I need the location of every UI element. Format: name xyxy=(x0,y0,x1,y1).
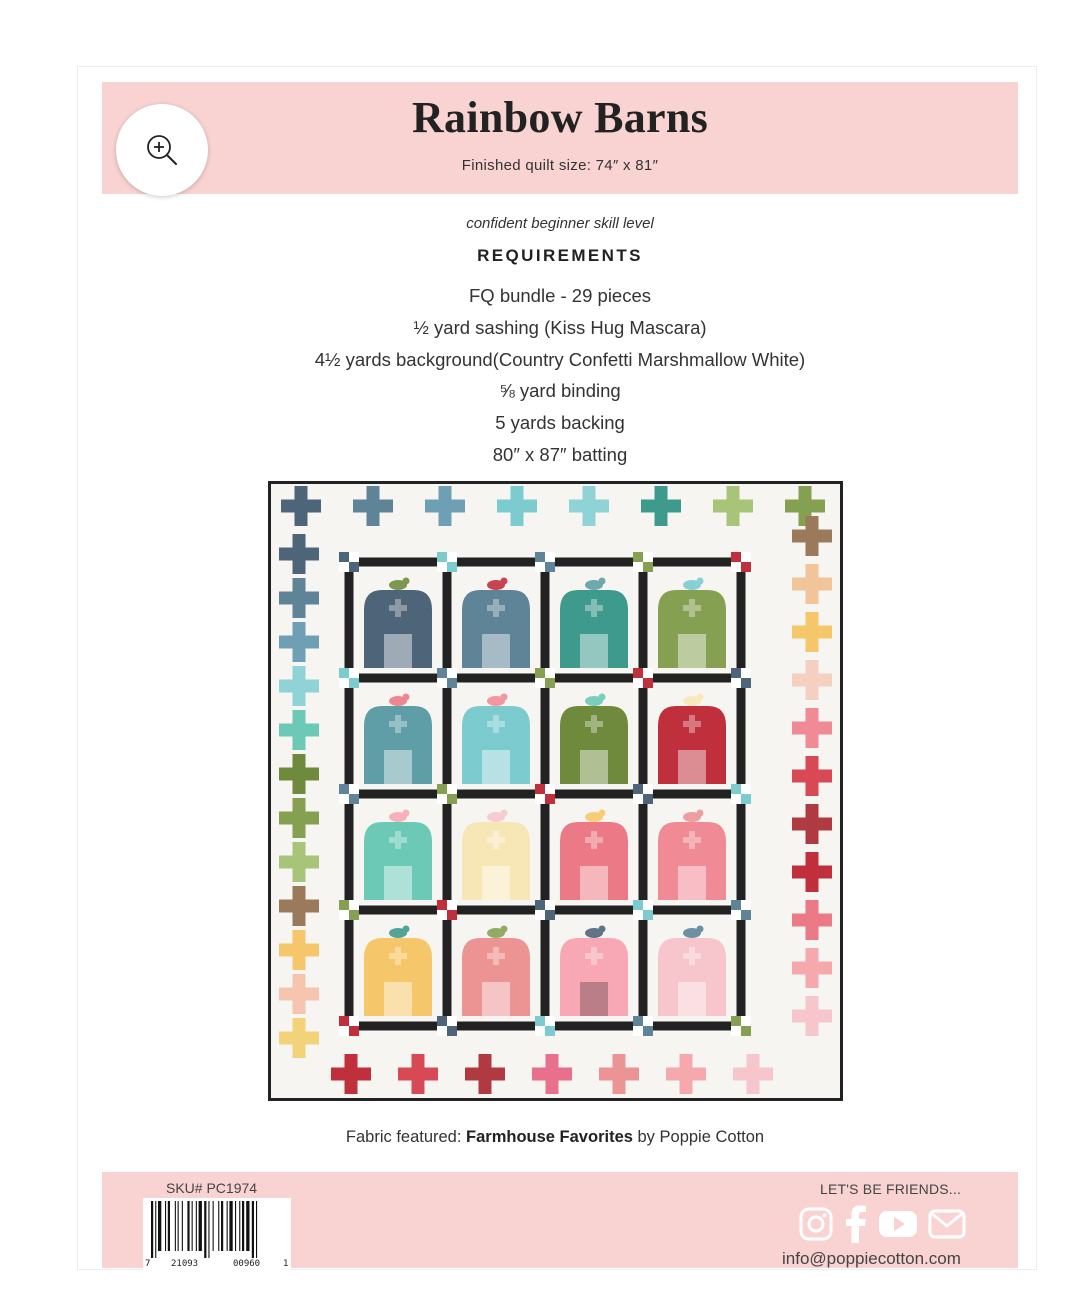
cornerstone xyxy=(545,562,555,572)
barn-cross xyxy=(395,831,401,849)
border-cross xyxy=(293,930,306,970)
barn-cross xyxy=(591,715,597,733)
barcode-bar xyxy=(151,1201,153,1258)
requirement-item: 80″ x 87″ batting xyxy=(492,443,628,465)
barn-bird xyxy=(403,926,410,933)
cornerstone xyxy=(545,910,555,920)
border-cross xyxy=(295,486,308,526)
barcode-bar xyxy=(252,1201,254,1258)
barn-door xyxy=(482,982,510,1016)
cornerstone xyxy=(447,1026,457,1036)
requirement-item: 5 yards backing xyxy=(495,412,625,434)
fabric-featured xyxy=(0,1128,1068,1147)
barcode-bar xyxy=(158,1201,161,1251)
barcode xyxy=(143,1198,291,1270)
cornerstone xyxy=(437,552,447,562)
cornerstone xyxy=(339,784,349,794)
border-cross xyxy=(293,754,306,794)
barn-door xyxy=(678,982,706,1016)
barcode-bar xyxy=(192,1201,193,1251)
barn-cross xyxy=(493,715,499,733)
barcode-bar xyxy=(155,1201,156,1258)
barcode-bar xyxy=(235,1201,236,1251)
barn-door xyxy=(384,982,412,1016)
requirement-item: ½ yard sashing (Kiss Hug Mascara) xyxy=(413,316,707,338)
requirement-item: FQ bundle - 29 pieces xyxy=(468,285,652,306)
barcode-bar xyxy=(204,1201,206,1258)
cornerstone xyxy=(349,910,359,920)
cornerstone xyxy=(447,562,457,572)
barn-bird xyxy=(697,810,704,817)
social-links xyxy=(798,1204,978,1244)
cornerstone xyxy=(741,562,751,572)
barcode-digit: 1 xyxy=(283,1259,289,1269)
border-cross xyxy=(806,564,819,604)
cornerstone xyxy=(437,784,447,794)
border-cross xyxy=(439,486,452,526)
border-cross xyxy=(806,948,819,988)
quilt-image xyxy=(268,481,843,1101)
barn-bird xyxy=(501,578,508,585)
cornerstone xyxy=(545,678,555,688)
border-cross xyxy=(367,486,380,526)
cornerstone xyxy=(437,668,447,678)
cornerstone xyxy=(731,668,741,678)
cornerstone xyxy=(535,552,545,562)
barn-door xyxy=(384,866,412,900)
cornerstone xyxy=(545,1026,555,1036)
cornerstone xyxy=(349,562,359,572)
border-cross xyxy=(806,516,819,556)
barn-bird xyxy=(501,810,508,817)
facebook-icon[interactable] xyxy=(844,1205,868,1243)
barcode-bar xyxy=(229,1201,232,1251)
barn-door xyxy=(580,750,608,784)
cornerstone xyxy=(339,1016,349,1026)
cornerstone xyxy=(741,678,751,688)
cornerstone xyxy=(447,678,457,688)
border-cross xyxy=(727,486,740,526)
email-icon[interactable] xyxy=(928,1209,966,1239)
cornerstone xyxy=(535,1016,545,1026)
barn-cross xyxy=(395,715,401,733)
barn-door xyxy=(580,866,608,900)
barn-cross xyxy=(591,599,597,617)
finished-size: Finished quilt size: 74″ x 81″ xyxy=(461,157,659,174)
zoom-button[interactable] xyxy=(116,104,208,196)
cornerstone xyxy=(535,900,545,910)
border-cross xyxy=(293,798,306,838)
cornerstone xyxy=(643,910,653,920)
border-cross xyxy=(412,1054,425,1094)
barn-bird xyxy=(697,926,704,933)
cornerstone xyxy=(349,678,359,688)
cornerstone xyxy=(731,784,741,794)
border-cross xyxy=(293,710,306,750)
barcode-bar xyxy=(178,1201,179,1251)
quilt-illustration xyxy=(271,484,840,1098)
border-cross xyxy=(806,612,819,652)
requirement-item: ⅝ yard binding xyxy=(499,380,621,402)
barcode-bar xyxy=(239,1201,240,1251)
barcode-digit: 21093 xyxy=(171,1259,199,1269)
border-cross xyxy=(806,900,819,940)
contact-email[interactable]: info@poppiecotton.com xyxy=(782,1249,961,1268)
border-cross xyxy=(293,578,306,618)
border-cross xyxy=(680,1054,693,1094)
barcode-bar xyxy=(165,1201,166,1251)
skill-level: confident beginner skill level xyxy=(466,215,654,232)
barn-bird xyxy=(403,578,410,585)
barn-cross xyxy=(395,947,401,965)
barn-bird xyxy=(501,694,508,701)
border-cross xyxy=(293,974,306,1014)
barcode-bar xyxy=(256,1201,257,1258)
barcode-bar xyxy=(182,1201,183,1251)
border-cross xyxy=(613,1054,626,1094)
barn-bird xyxy=(403,694,410,701)
border-cross xyxy=(293,534,306,574)
border-cross xyxy=(293,842,306,882)
cornerstone xyxy=(339,900,349,910)
barcode-bar xyxy=(242,1201,244,1251)
cornerstone xyxy=(643,1026,653,1036)
cornerstone xyxy=(741,1026,751,1036)
barn-door xyxy=(482,634,510,668)
cornerstone xyxy=(643,562,653,572)
requirements-heading: REQUIREMENTS xyxy=(477,246,643,265)
barn-door xyxy=(580,982,608,1016)
barcode-bar xyxy=(227,1201,228,1251)
barcode-bar xyxy=(175,1201,176,1251)
cornerstone xyxy=(437,900,447,910)
border-cross xyxy=(479,1054,492,1094)
cornerstone xyxy=(545,794,555,804)
cornerstone xyxy=(731,1016,741,1026)
barn-bird xyxy=(599,926,606,933)
barcode-bar xyxy=(246,1201,249,1251)
border-cross xyxy=(806,660,819,700)
border-cross xyxy=(345,1054,358,1094)
fabric-prefix: Fabric featured: xyxy=(345,1128,467,1146)
cornerstone xyxy=(447,910,457,920)
cornerstone xyxy=(633,1016,643,1026)
border-cross xyxy=(806,996,819,1036)
barn-cross xyxy=(591,947,597,965)
barcode-bar xyxy=(213,1201,214,1251)
cornerstone xyxy=(437,1016,447,1026)
requirement-item: 4½ yards background(Country Confetti Marshmallow White) xyxy=(314,348,806,370)
barcode-bar xyxy=(199,1201,202,1251)
barn-door xyxy=(678,866,706,900)
cornerstone xyxy=(741,794,751,804)
border-cross xyxy=(546,1054,559,1094)
barn-door xyxy=(384,750,412,784)
cornerstone xyxy=(633,668,643,678)
barcode-bar xyxy=(168,1201,170,1251)
barn-cross xyxy=(591,831,597,849)
barn-door xyxy=(678,634,706,668)
barcode-digit: 7 xyxy=(145,1259,151,1269)
barn-bird xyxy=(599,578,606,585)
cornerstone xyxy=(349,794,359,804)
barn-cross xyxy=(395,599,401,617)
barcode-digit: 00960 xyxy=(233,1259,261,1269)
border-cross xyxy=(806,852,819,892)
barn-bird xyxy=(697,578,704,585)
barn-cross xyxy=(689,831,695,849)
border-cross xyxy=(806,804,819,844)
cornerstone xyxy=(349,1026,359,1036)
barcode-bar xyxy=(187,1201,189,1251)
cornerstone xyxy=(741,910,751,920)
barcode-bar xyxy=(208,1201,209,1258)
barcode-bar xyxy=(218,1201,219,1251)
barcode-bars xyxy=(143,1198,291,1258)
instagram-icon[interactable] xyxy=(798,1206,834,1242)
border-cross xyxy=(293,666,306,706)
cornerstone xyxy=(643,794,653,804)
barcode-bar xyxy=(221,1201,223,1251)
cornerstone xyxy=(535,784,545,794)
border-cross xyxy=(747,1054,760,1094)
cornerstone xyxy=(339,668,349,678)
cornerstone xyxy=(633,784,643,794)
border-cross xyxy=(293,886,306,926)
barn-bird xyxy=(697,694,704,701)
border-cross xyxy=(293,622,306,662)
border-cross xyxy=(511,486,524,526)
zoom-in-icon xyxy=(143,131,181,169)
border-cross xyxy=(293,1018,306,1058)
barn-door xyxy=(384,634,412,668)
cornerstone xyxy=(643,678,653,688)
cornerstone xyxy=(731,900,741,910)
cornerstone xyxy=(339,552,349,562)
cornerstone xyxy=(633,900,643,910)
fabric-name: Farmhouse Favorites xyxy=(466,1128,633,1146)
barn-bird xyxy=(501,926,508,933)
barn-door xyxy=(580,634,608,668)
barn-cross xyxy=(493,599,499,617)
border-cross xyxy=(806,756,819,796)
fabric-suffix: by Poppie Cotton xyxy=(632,1128,765,1146)
cornerstone xyxy=(535,668,545,678)
barn-cross xyxy=(689,715,695,733)
border-cross xyxy=(583,486,596,526)
barn-door xyxy=(482,750,510,784)
cornerstone xyxy=(731,552,741,562)
youtube-icon[interactable] xyxy=(878,1209,918,1239)
cornerstone xyxy=(447,794,457,804)
cornerstone xyxy=(633,552,643,562)
border-cross xyxy=(806,708,819,748)
barn-cross xyxy=(493,947,499,965)
pattern-title: Rainbow Barns xyxy=(411,93,709,142)
barn-door xyxy=(678,750,706,784)
barn-bird xyxy=(599,694,606,701)
barn-cross xyxy=(689,599,695,617)
friends-label: LET'S BE FRIENDS... xyxy=(820,1181,962,1197)
barn-door xyxy=(482,866,510,900)
barn-cross xyxy=(493,831,499,849)
barn-bird xyxy=(403,810,410,817)
requirements-list xyxy=(0,280,1068,471)
barn-cross xyxy=(689,947,695,965)
border-cross xyxy=(655,486,668,526)
barn-bird xyxy=(599,810,606,817)
sku-label: SKU# PC1974 xyxy=(166,1180,258,1196)
barcode-bar xyxy=(196,1201,197,1251)
